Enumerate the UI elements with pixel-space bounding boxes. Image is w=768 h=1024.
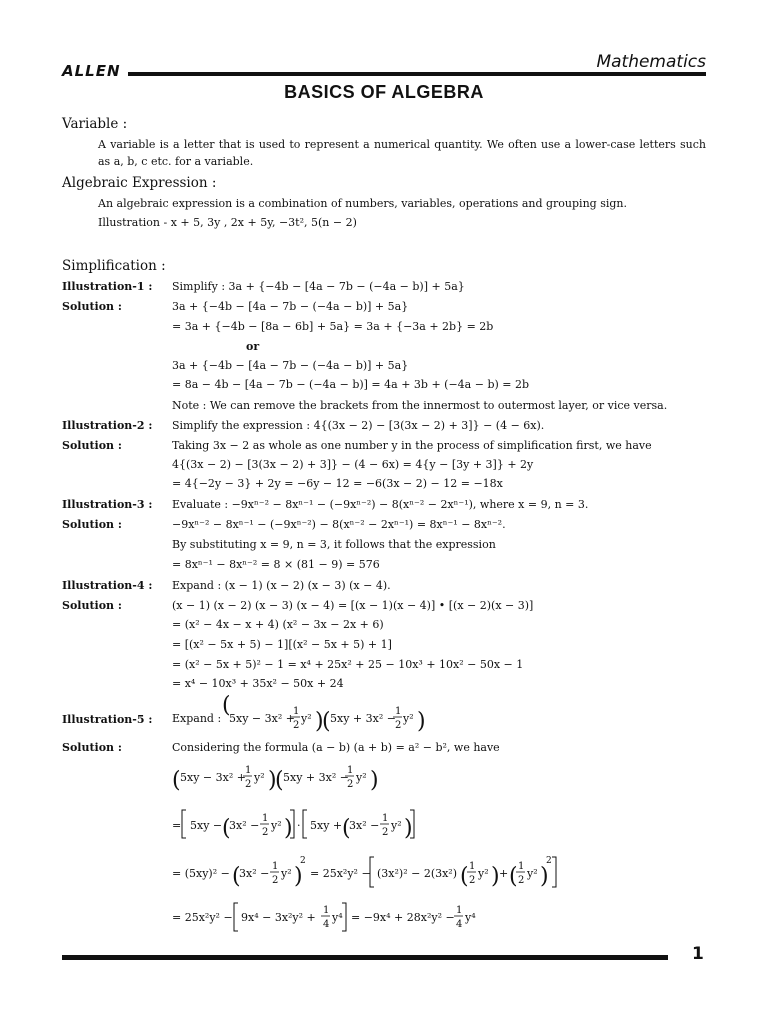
solution-4-line: = [(x² − 5x + 5) − 1][(x² − 5x + 5) + 1]: [172, 638, 392, 651]
bracket-open: [234, 903, 238, 931]
paren-open: (: [232, 864, 241, 889]
paren-open: (: [172, 768, 181, 793]
simplification-heading: Simplification :: [62, 258, 166, 274]
illustration-4-question: Expand : (x − 1) (x − 2) (x − 3) (x − 4).: [172, 579, 391, 592]
solution-3-line: By substituting x = 9, n = 3, it follows that the expression: [172, 538, 496, 551]
step-1-left-term: 5xy − 3x² +: [180, 771, 246, 784]
solution-3-label: Solution :: [62, 518, 122, 531]
y-squared: y²: [403, 712, 414, 725]
fraction-denominator: 2: [395, 720, 402, 731]
solution-1-label: Solution :: [62, 300, 122, 313]
fraction-denominator: 2: [518, 875, 525, 886]
paren-open: (: [222, 816, 231, 841]
solution-4-line: = x⁴ − 10x³ + 35x² − 50x + 24: [172, 677, 344, 690]
plus-sign: +: [499, 867, 509, 880]
y-squared: y²: [271, 819, 282, 832]
y-squared: y²: [391, 819, 402, 832]
paren-close: ): [417, 709, 426, 734]
illustration-1-label: Illustration-1 :: [62, 280, 153, 293]
fraction-denominator: 2: [293, 720, 300, 731]
bracket-open: [182, 810, 186, 838]
solution-2-label: Solution :: [62, 439, 122, 452]
fraction-numerator: 1: [347, 765, 354, 776]
illustration-2-label: Illustration-2 :: [62, 419, 153, 432]
fraction-numerator: 1: [518, 861, 525, 872]
step-3-middle: = 25x²y² −: [310, 867, 371, 880]
illustration-1-question: Simplify : 3a + {−4b − [4a − 7b − (−4a − b)] + 5a}: [172, 280, 465, 293]
paren-close: ): [491, 864, 500, 889]
fraction-numerator: 1: [382, 813, 389, 824]
solution-4-line: = (x² − 4x − x + 4) (x² − 3x − 2x + 6): [172, 618, 384, 631]
step-4-term-a: 9x⁴ − 3x²y² +: [241, 911, 316, 924]
solution-5-formula: Considering the formula (a − b) (a + b) = a² − b², we have: [172, 741, 500, 754]
solution-5-label: Solution :: [62, 741, 122, 754]
solution-1-line: 3a + {−4b − [4a − 7b − (−4a − b)] + 5a}: [172, 300, 409, 313]
solution-3-line: = 8xⁿ⁻¹ − 8xⁿ⁻² = 8 × (81 − 9) = 576: [172, 558, 380, 571]
step-2-equals: =: [172, 819, 182, 832]
illustration-2-question: Simplify the expression : 4{(3x − 2) − [3(3x − 2) + 3]} − (4 − 6x).: [172, 419, 545, 432]
step-3-lead: = (5xy)² −: [172, 867, 230, 880]
fraction-denominator: 2: [245, 779, 252, 790]
solution-1-line: = 3a + {−4b − [8a − 6b] + 5a} = 3a + {−3a + 2b} = 2b: [172, 320, 494, 333]
y-squared: y²: [301, 712, 312, 725]
fraction-denominator: 2: [347, 779, 354, 790]
variable-definition: A variable is a letter that is used to represent a numerical quantity. We often use a lower-case letters such as a, b, c etc. for a variable.: [98, 138, 706, 168]
fraction-denominator: 2: [382, 827, 389, 838]
paren-close: ): [268, 768, 277, 793]
step-2-term-d: 3x² −: [349, 819, 380, 832]
fraction-numerator: 1: [469, 861, 476, 872]
algebraic-expression-heading: Algebraic Expression :: [62, 175, 217, 191]
algebraic-expression-definition: An algebraic expression is a combination of numbers, variables, operations and grouping sign.: [98, 197, 627, 210]
fraction-denominator: 2: [272, 875, 279, 886]
solution-1-line: 3a + {−4b − [4a − 7b − (−4a − b)] + 5a}: [172, 359, 409, 372]
paren-close: ): [294, 864, 303, 889]
illustration-3-label: Illustration-3 :: [62, 498, 153, 511]
fraction-denominator: 4: [456, 919, 463, 930]
fraction-numerator: 1: [272, 861, 279, 872]
solution-2-line: Taking 3x − 2 as whole as one number y in the process of simplification first, we have: [172, 439, 652, 452]
y-squared: y²: [527, 867, 538, 880]
solution-3-line: −9xⁿ⁻² − 8xⁿ⁻¹ − (−9xⁿ⁻²) − 8(xⁿ⁻² − 2xⁿ⁻¹) = 8xⁿ⁻¹ − 8xⁿ⁻².: [172, 518, 506, 531]
footer-rule: [62, 955, 668, 960]
illustration-4-label: Illustration-4 :: [62, 579, 153, 592]
solution-2-line: 4{(3x − 2) − [3(3x − 2) + 3]} − (4 − 6x) = 4{y − [3y + 3]} + 2y: [172, 458, 534, 471]
multiply-dot: ·: [297, 819, 301, 832]
y-fourth: y⁴: [465, 911, 476, 924]
step-3-term-a: 3x² −: [239, 867, 270, 880]
paren-open: (: [509, 864, 518, 889]
y-fourth: y⁴: [332, 911, 343, 924]
exponent-two: 2: [300, 856, 306, 866]
publisher-logo: ALLEN: [62, 62, 121, 80]
solution-2-line: = 4{−2y − 3} + 2y = −6y − 12 = −6(3x − 2) − 12 = −18x: [172, 477, 503, 490]
fraction-numerator: 1: [245, 765, 252, 776]
paren-close: ): [404, 816, 413, 841]
paren-close: ): [370, 768, 379, 793]
step-4-result: = −9x⁴ + 28x²y² −: [351, 911, 455, 924]
step-2-term-b: 3x² −: [229, 819, 260, 832]
paren-open: (: [322, 709, 331, 734]
fraction-denominator: 4: [323, 919, 330, 930]
solution-1-or: or: [246, 340, 260, 353]
step-3-term-b: (3x²)² − 2(3x²): [377, 867, 458, 880]
paren-open: (: [275, 768, 284, 793]
step-4-lead: = 25x²y² −: [172, 911, 233, 924]
y-squared: y²: [356, 771, 367, 784]
bracket-open: [303, 810, 307, 838]
step-2-term-a: 5xy −: [190, 819, 223, 832]
fraction-denominator: 2: [262, 827, 269, 838]
expand-label: Expand :: [172, 712, 222, 725]
variable-heading: Variable :: [62, 116, 128, 132]
fraction-numerator: 1: [395, 706, 402, 717]
y-squared: y²: [478, 867, 489, 880]
solution-1-line: = 8a − 4b − [4a − 7b − (−4a − b)] = 4a + 3b + (−4a − b) = 2b: [172, 378, 530, 391]
paren-close: ): [284, 816, 293, 841]
bracket-close: [552, 857, 556, 887]
y-squared: y²: [254, 771, 265, 784]
solution-1-note: Note : We can remove the brackets from the innermost to outermost layer, or vice versa.: [172, 399, 668, 412]
fraction-numerator: 1: [323, 905, 330, 916]
solution-4-line: = (x² − 5x + 5)² − 1 = x⁴ + 25x² + 25 − 10x³ + 10x² − 50x − 1: [172, 658, 524, 671]
illustration-5-label: Illustration-5 :: [62, 713, 153, 726]
step-2-term-c: 5xy +: [310, 819, 343, 832]
solution-4-line: (x − 1) (x − 2) (x − 3) (x − 4) = [(x − 1)(x − 4)] • [(x − 2)(x − 3)]: [172, 599, 534, 612]
paren-close: ): [540, 864, 549, 889]
illustration-5-math: [0, 695, 768, 945]
algebraic-expression-illustration: Illustration - x + 5, 3y , 2x + 5y, −3t², 5(n − 2): [98, 216, 357, 229]
header-rule: [128, 72, 706, 76]
fraction-numerator: 1: [262, 813, 269, 824]
paren-open: (: [342, 816, 351, 841]
page-title: BASICS OF ALGEBRA: [284, 82, 484, 102]
subject-label: Mathematics: [596, 52, 706, 72]
fraction-denominator: 2: [469, 875, 476, 886]
fraction-numerator: 1: [456, 905, 463, 916]
solution-4-label: Solution :: [62, 599, 122, 612]
step-1-right-term: 5xy + 3x² −: [283, 771, 349, 784]
exponent-two: 2: [546, 856, 552, 866]
illustration-3-question: Evaluate : −9xⁿ⁻² − 8xⁿ⁻¹ − (−9xⁿ⁻²) − 8(xⁿ⁻² − 2xⁿ⁻¹), where x = 9, n = 3.: [172, 498, 589, 511]
page-number: 1: [692, 944, 704, 964]
y-squared: y²: [281, 867, 292, 880]
paren-open: (: [222, 695, 231, 718]
paren-open: (: [460, 864, 469, 889]
question-left-term: 5xy − 3x² +: [229, 712, 295, 725]
fraction-numerator: 1: [293, 706, 300, 717]
paren-close: ): [315, 709, 324, 734]
question-right-term: 5xy + 3x² −: [330, 712, 396, 725]
